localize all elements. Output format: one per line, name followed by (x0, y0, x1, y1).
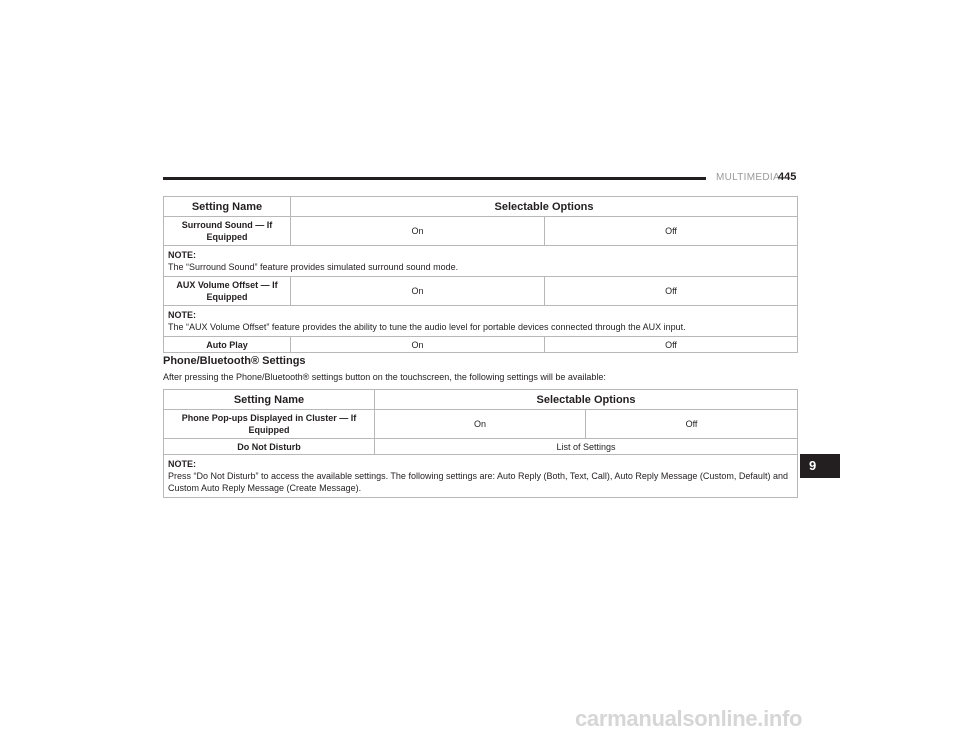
watermark: carmanualsonline.info (575, 706, 803, 731)
column-header-selectable-options: Selectable Options (375, 390, 798, 410)
setting-name-cell: Surround Sound — If Equipped (164, 217, 291, 246)
column-header-setting-name: Setting Name (164, 390, 375, 410)
table-row (164, 277, 798, 306)
table-row (164, 337, 798, 353)
note-cell (164, 306, 798, 337)
setting-name-cell: Auto Play (164, 337, 291, 353)
option-cell: Off (586, 410, 798, 439)
section-title: MULTIMEDIA (716, 172, 780, 183)
option-cell: List of Settings (375, 439, 798, 455)
note-text: The “AUX Volume Offset” feature provides the ability to tune the audio level for portable devices connected through the AUX input. (168, 322, 686, 332)
table-row (164, 439, 798, 455)
chapter-tab: 9 (800, 454, 840, 478)
option-cell: Off (545, 337, 798, 353)
header-rule (163, 177, 706, 180)
note-label: NOTE: (168, 310, 196, 320)
audio-settings-table (163, 196, 798, 353)
phone-bluetooth-settings-heading: Phone/Bluetooth® Settings (163, 355, 306, 367)
option-cell: On (375, 410, 586, 439)
phone-bluetooth-intro: After pressing the Phone/Bluetooth® settings button on the touchscreen, the following settings will be available: (163, 372, 606, 382)
table-row (164, 410, 798, 439)
setting-name-cell: Do Not Disturb (164, 439, 375, 455)
column-header-setting-name: Setting Name (164, 197, 291, 217)
phone-settings-table (163, 389, 798, 498)
note-text: Press “Do Not Disturb” to access the available settings. The following settings are: Auto Reply (Both, Text, Call), Auto Reply Message (Custom, Default) and Custom Auto Reply Message (Create Message). (168, 471, 788, 493)
note-row (164, 455, 798, 498)
note-row (164, 246, 798, 277)
option-cell: Off (545, 217, 798, 246)
table-header-row (164, 390, 798, 410)
table-header-row (164, 197, 798, 217)
option-cell: On (291, 337, 545, 353)
setting-name-cell: Phone Pop-ups Displayed in Cluster — If Equipped (164, 410, 375, 439)
note-label: NOTE: (168, 250, 196, 260)
note-cell (164, 455, 798, 498)
option-cell: Off (545, 277, 798, 306)
option-cell: On (291, 217, 545, 246)
note-row (164, 306, 798, 337)
note-cell (164, 246, 798, 277)
option-cell: On (291, 277, 545, 306)
column-header-selectable-options: Selectable Options (291, 197, 798, 217)
table-row (164, 217, 798, 246)
setting-name-cell: AUX Volume Offset — If Equipped (164, 277, 291, 306)
note-text: The “Surround Sound” feature provides simulated surround sound mode. (168, 262, 459, 272)
note-label: NOTE: (168, 459, 196, 469)
page-number: 445 (778, 171, 797, 183)
